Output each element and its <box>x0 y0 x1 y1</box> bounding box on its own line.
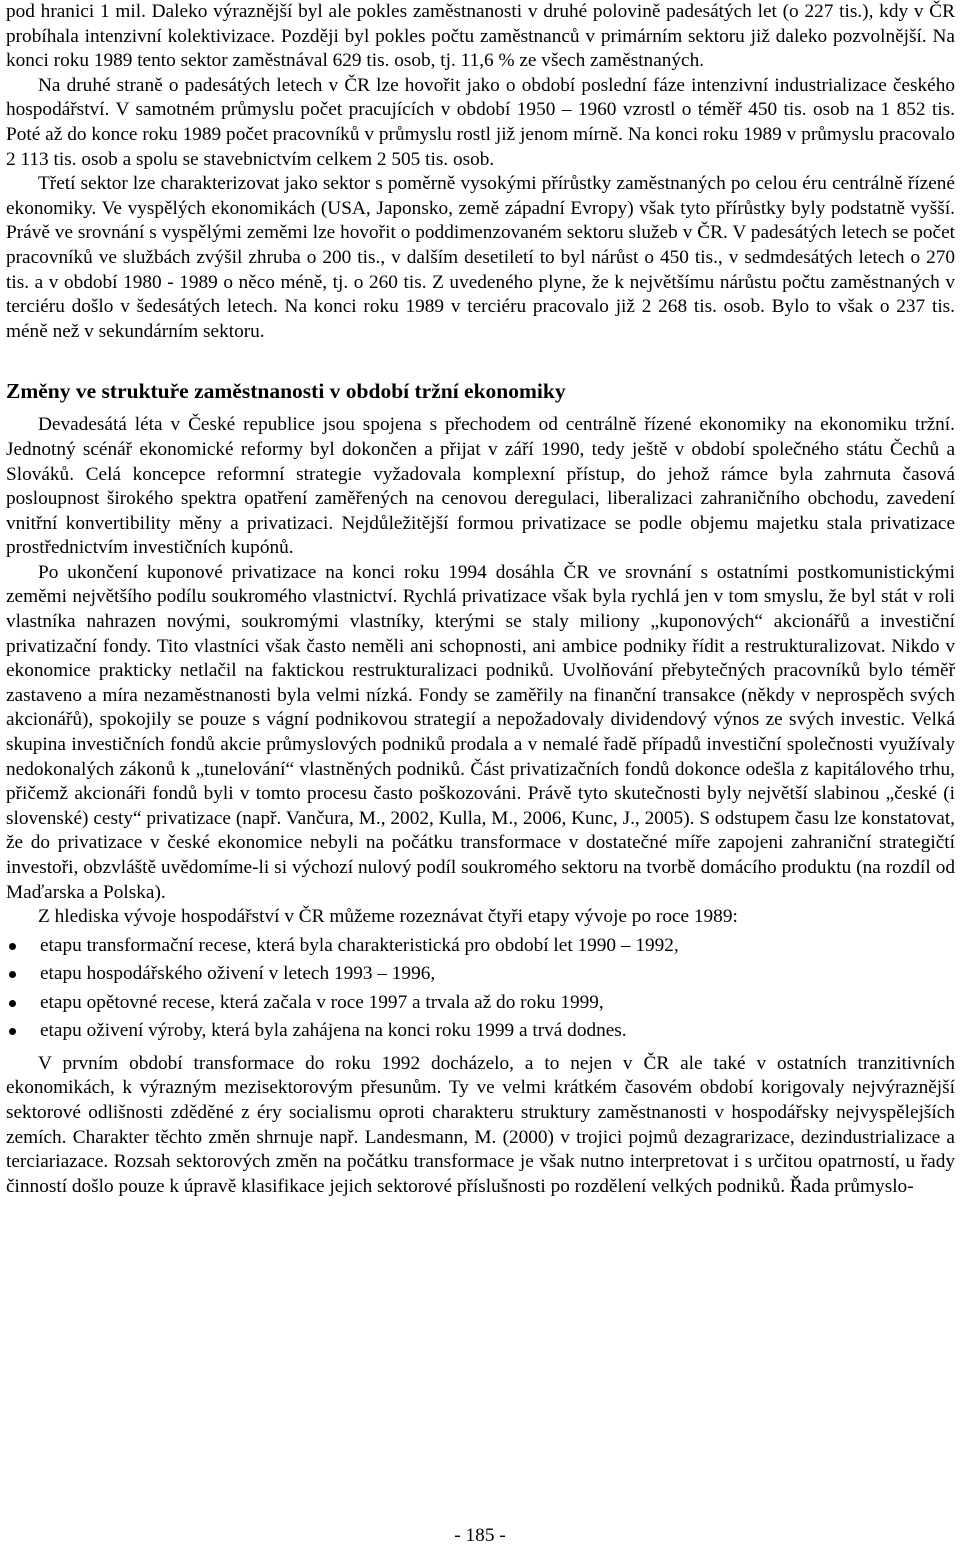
section-heading: Změny ve struktuře zaměstnanosti v období tržní ekonomiky <box>6 379 566 404</box>
list-item <box>6 960 955 989</box>
bullet-icon <box>9 971 16 978</box>
list-item-text: etapu transformační recese, která byla charakteristická pro období let 1990 – 1992, <box>40 934 679 956</box>
paragraph-industry: Na druhé straně o padesátých letech v ČR lze hovořit jako o období poslední fáze intenzivní industrializace českého hospodářství. V samotném průmyslu počet pracujících v období 1950 – 1960 vzrostl o téměř 450 tis. osob na 1 852 tis. Poté až do konce roku 1989 počet pracovníků v průmyslu rostl již jenom mírně. Na konci roku 1989 v průmyslu pracovalo 2 113 tis. osob a spolu se stavebnictvím celkem 2 505 tis. osob. <box>6 74 955 170</box>
paragraph-privatization: Po ukončení kuponové privatizace na konci roku 1994 dosáhla ČR ve srovnání s ostatními postkomunistickými zeměmi největšího podílu soukromého vlastnictví. Rychlá privatizace však byla rychlá jen v tom smyslu, že byl stát v roli vlastníka nahrazen novými, soukromými vlastníky, kterými se staly miliony „kuponových“ akcionářů a investiční privatizační fondy. Tito vlastníci však často neměli ani schopnosti, ani ambice podniky řídit a restrukturalizovat. Nikdo v ekonomice prakticky netlačil na faktickou restrukturalizaci podniků. Uvolňování přebytečných pracovníků bylo téměř zastaveno a míra nezaměstnanosti byla velmi nízká. Fondy se zaměřily na finanční transakce (někdy v neprospěch svých akcionářů), spokojily se pouze s vágní podnikovou strategií a nepožadovaly dividendový výnos ze svých investic. Velká skupina investičních fondů akcie průmyslových podniků prodala a v nemalé řadě případů investiční společnosti využívaly nedokonalých zákonů k „tunelování“ vlastněných podniků. Část privatizačních fondů dokonce odešla z kapitálového trhu, přičemž akcionáři fondů byli v tomto procesu často poškozováni. Právě tyto skutečnosti byly největší slabinou „české (i slovenské) cesty“ privatizace (např. Vančura, M., 2002, Kulla, M., 2006, Kunc, J., 2005). S odstupem času lze konstatovat, že do privatizace v české ekonomice nebyli na počátku transformace v dostatečné míře zapojeni zahraniční strategičtí investoři, obzvláště uvědomíme-li si výchozí nulový podíl soukromého sektoru na tvorbě domácího produktu (na rozdíl od Maďarska a Polska). <box>6 561 955 903</box>
list-item-text: etapu hospodářského oživení v letech 1993 – 1996, <box>40 963 436 985</box>
list-item <box>6 932 955 961</box>
list-item-text: etapu opětovné recese, která začala v roce 1997 a trvala až do roku 1999, <box>40 991 604 1013</box>
paragraph-transformation: V prvním období transformace do roku 1992 docházelo, a to nejen v ČR ale také v ostatních tranzitivních ekonomikách, k výrazným mezisektorovým přesunům. Ty ve velmi krátkém časovém období korigovaly nejvýraznější sektorové odlišnosti zděděné z éry socialismu oproti charakteru struktury zaměstnanosti v hospodářsky nejvyspělejších zemích. Charakter těchto změn shrnuje např. Landesmann, M. (2000) v trojici pojmů dezagrarizace, dezindustrializace a terciariazace. Rozsah sektorových změn na počátku transformace je však nutno interpretovat i s určitou opatrností, u řady činností došlo pouze k úpravě klasifikace jejich sektorové příslušnosti po rozdělení velkých podniků. Řada průmyslo- <box>6 1052 955 1197</box>
list-item <box>6 1017 955 1046</box>
bullet-icon <box>9 943 16 950</box>
paragraph-primary-sector: pod hranici 1 mil. Daleko výraznější byl ale pokles zaměstnanosti v druhé polovině padesátých let (o 227 tis.), kdy v ČR probíhala intenzivní kolektivizace. Později byl pokles počtu zaměstnanců v primárním sektoru již daleko pozvolnější. Na konci roku 1989 tento sektor zaměstnával 629 tis. osob, tj. 11,6 % ze všech zaměstnaných. <box>6 1 955 72</box>
bullet-icon <box>9 1000 16 1007</box>
page-number: - 185 - <box>454 1525 506 1546</box>
paragraph-tertiary-sector: Třetí sektor lze charakterizovat jako sektor s poměrně vysokými přírůstky zaměstnaných po celou éru centrálně řízené ekonomiky. Ve vyspělých ekonomikách (USA, Japonsko, země západní Evropy) však tyto přírůstky byly podstatně vyšší. Právě ve srovnání s vyspělými zeměmi lze hovořit o poddimenzovaném sektoru služeb v ČR. V padesátých letech se počet pracovníků ve službách zvýšil zhruba o 200 tis., v dalším desetiletí to byl nárůst o 450 tis., v sedmdesátých letech o 270 tis. a v období 1980 - 1989 o něco méně, tj. o 260 tis. Z uvedeného plyne, že k největšímu nárůstu počtu zaměstnaných v terciéru došlo v šedesátých letech. Na konci roku 1989 v terciéru pracovalo již 2 268 tis. osob. Bylo to však o 237 tis. méně než v sekundárním sektoru. <box>6 173 955 342</box>
stages-list <box>6 932 955 1046</box>
paragraph-stages-intro: Z hlediska vývoje hospodářství v ČR můžeme rozeznávat čtyři etapy vývoje po roce 1989: <box>38 906 738 928</box>
list-item-text: etapu oživení výroby, která byla zahájena na konci roku 1999 a trvá dodnes. <box>40 1020 627 1042</box>
bullet-icon <box>9 1028 16 1035</box>
paragraph-nineties: Devadesátá léta v České republice jsou spojena s přechodem od centrálně řízené ekonomiky na ekonomiku tržní. Jednotný scénář ekonomické reformy byl dokončen a přijat v září 1990, tedy ještě v období společného státu Čechů a Slováků. Celá koncepce reformní strategie vyžadovala komplexní přístup, do jehož rámce byla zahrnuta časová posloupnost širokého spektra opatření zaměřených na cenovou deregulaci, liberalizaci zahraničního obchodu, zavedení vnitřní konvertibility měny a privatizaci. Nejdůležitější formou privatizace se podle objemu majetku stala privatizace prostřednictvím investičních kupónů. <box>6 414 955 559</box>
list-item <box>6 989 955 1018</box>
